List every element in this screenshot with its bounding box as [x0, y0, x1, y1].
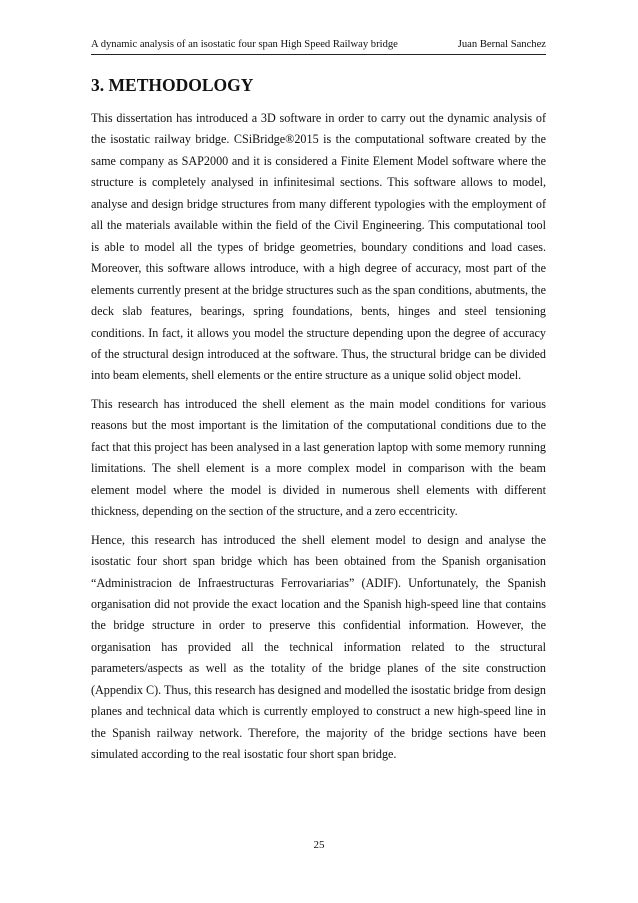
- header-title: A dynamic analysis of an isostatic four span High Speed Railway bridge: [91, 39, 398, 50]
- running-header: [91, 37, 546, 55]
- paragraph-software-description: This dissertation has introduced a 3D software in order to carry out the dynamic analysis of the isostatic railway bridge. CSiBridge®2015 is the computational software created by the same company as SAP2000 and it is considered a Finite Element Model software where the structure is completely analysed in infinitesimal sections. This software allows to model, analyse and design bridge structures from many different typologies with the employment of all the materials available within the field of the Civil Engineering. This computational tool is able to model all the types of bridge geometries, boundary conditions and load cases. Moreover, this software allows introduce, with a high degree of accuracy, most part of the elements currently present at the bridge structures such as the span conditions, abutments, the deck slab features, bearings, spring foundations, bents, hinges and steel tensioning conditions. In fact, it allows you model the structure depending upon the degree of accuracy of the structural design introduced at the software. Thus, the structural bridge can be divided into beam elements, shell elements or the entire structure as a unique solid object model.: [91, 111, 546, 383]
- paragraph-shell-element: This research has introduced the shell element as the main model conditions for various reasons but the most important is the limitation of the computational conditions due to the fact that this project has been analysed in a last generation laptop with some memory running limitations. The shell element is a more complex model in comparison with the beam element model where the model is divided in numerous shell elements with different thickness, depending on the section of the structure, and a zero eccentricity.: [91, 396, 546, 519]
- page-number: 25: [313, 839, 325, 851]
- body-text: [91, 108, 546, 773]
- section-heading: 3. METHODOLOGY: [91, 75, 254, 95]
- paragraph-bridge-model: Hence, this research has introduced the shell element model to design and analyse the isostatic four short span bridge which has been obtained from the Spanish organisation “Administracion de Infraestructuras Ferrovariarias” (ADIF). Unfortunately, the Spanish organisation did not provide the exact location and the Spanish high-speed line that contains the bridge structure in order to preserve this confidential information. However, the organisation has provided all the technical information related to the structural parameters/aspects as well as the totality of the bridge planes of the site construction (Appendix C). Thus, this research has designed and modelled the isostatic bridge from design planes and technical data which is currently employed to construct a new high-speed line in the Spanish railway network. Therefore, the majority of the bridge sections have been simulated according to the real isostatic four short span bridge.: [91, 532, 546, 762]
- header-author: Juan Bernal Sanchez: [457, 39, 546, 50]
